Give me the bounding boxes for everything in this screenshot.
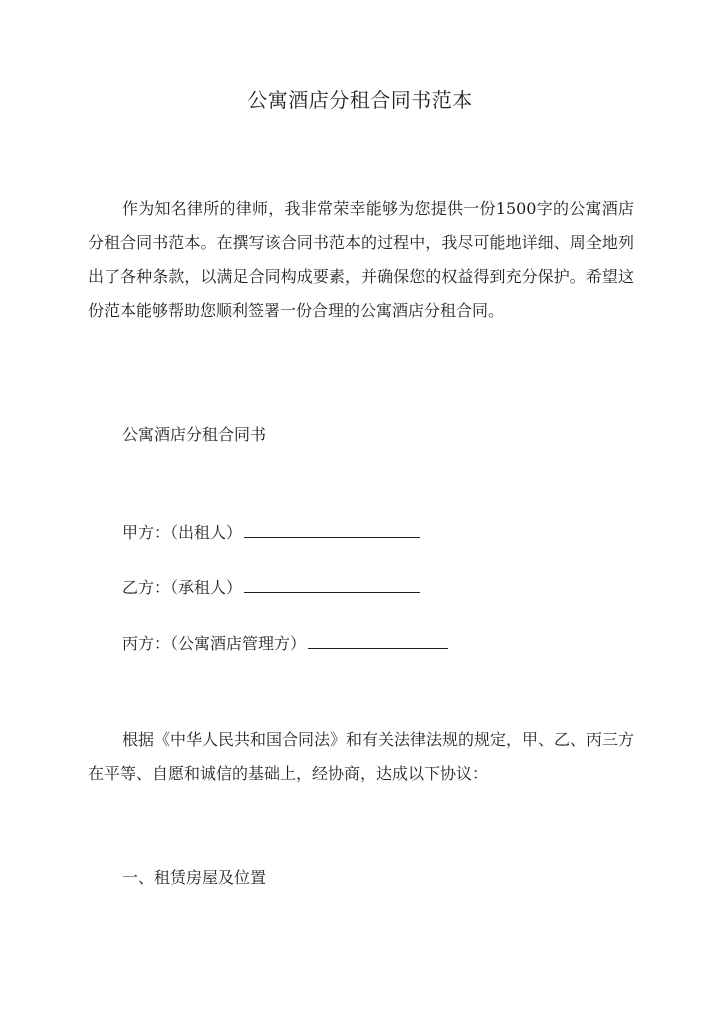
party-a-blank (244, 519, 420, 538)
party-b-label: 乙方：（承租人） (122, 578, 243, 597)
party-c-blank (308, 630, 448, 649)
preamble-paragraph: 根据《中华人民共和国合同法》和有关法律法规的规定，甲、乙、丙三方在平等、自愿和诚信的基础上，经协商，达成以下协议： (88, 730, 635, 783)
party-b-blank (244, 574, 420, 593)
party-a-label: 甲方：（出租人） (122, 523, 243, 542)
party-c-label: 丙方：（公寓酒店管理方） (122, 634, 307, 653)
intro-paragraph: 作为知名律所的律师，我非常荣幸能够为您提供一份1500字的公寓酒店分租合同书范本。在撰写该合同书范本的过程中，我尽可能地详细、周全地列出了各种条款，以满足合同构成要素，并确保您的权益得到充分保护。希望这份范本能够帮助您顺利签署一份合理的公寓酒店分租合同。 (88, 199, 634, 320)
section-1-heading: 一、租赁房屋及位置 (122, 868, 267, 887)
party-b-line (122, 574, 420, 600)
party-a-line (122, 519, 420, 545)
party-c-line (122, 630, 448, 656)
contract-heading: 公寓酒店分租合同书 (122, 425, 267, 444)
document-title: 公寓酒店分租合同书范本 (247, 88, 473, 112)
